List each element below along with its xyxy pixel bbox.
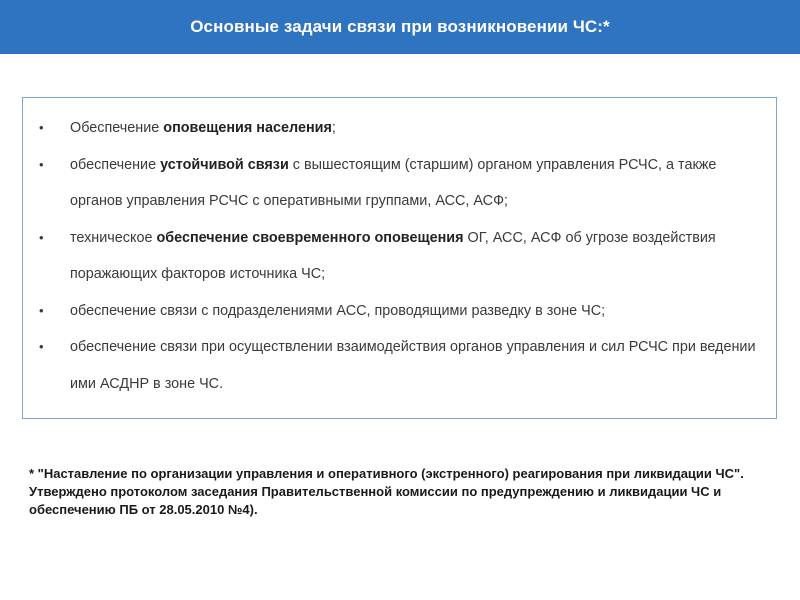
bold-text: оповещения населения — [163, 120, 332, 136]
item-text: ОГ, АСС, АСФ об угрозе воздействия поражающих факторов источника ЧС; — [70, 229, 716, 282]
item-text: с вышестоящим (старшим) органом управления РСЧС, а также органов управления РСЧС с оперативными группами, АСС, АСФ; — [70, 156, 717, 209]
list-item — [37, 110, 758, 147]
bullet-icon: • — [39, 302, 44, 318]
item-text: техническое — [70, 229, 157, 246]
task-list — [37, 110, 758, 402]
title-bar — [0, 0, 800, 54]
footnote: * "Наставление по организации управления и оперативного (экстренного) реагирования при ликвидации ЧС". Утверждено протоколом заседания Правительственной комиссии по предупреждению и ликвидации ЧС и обеспечению ПБ от 28.05.2010 №4). — [29, 466, 744, 517]
list-item — [37, 329, 758, 402]
list-item — [37, 147, 758, 220]
content-box — [22, 97, 777, 419]
item-text: Обеспечение — [70, 120, 164, 136]
bullet-icon: • — [39, 120, 44, 135]
bold-text: обеспечение своевременного оповещения — [156, 229, 464, 246]
slide-title: Основные задачи связи при возникновении ЧС:* — [190, 17, 610, 36]
item-text: обеспечение — [70, 156, 161, 173]
bullet-icon: • — [39, 156, 44, 172]
list-item — [37, 220, 758, 293]
item-text: ; — [331, 120, 336, 136]
item-text: обеспечение связи при осуществлении взаимодействия органов управления и сил РСЧС при ведении ими АСДНР в зоне ЧС. — [70, 339, 756, 392]
list-item — [37, 293, 758, 330]
bullet-icon: • — [39, 229, 44, 245]
bullet-icon: • — [39, 339, 44, 354]
bold-text: устойчивой связи — [160, 156, 289, 173]
item-text: обеспечение связи с подразделениями АСС, проводящими разведку в зоне ЧС; — [70, 302, 606, 319]
